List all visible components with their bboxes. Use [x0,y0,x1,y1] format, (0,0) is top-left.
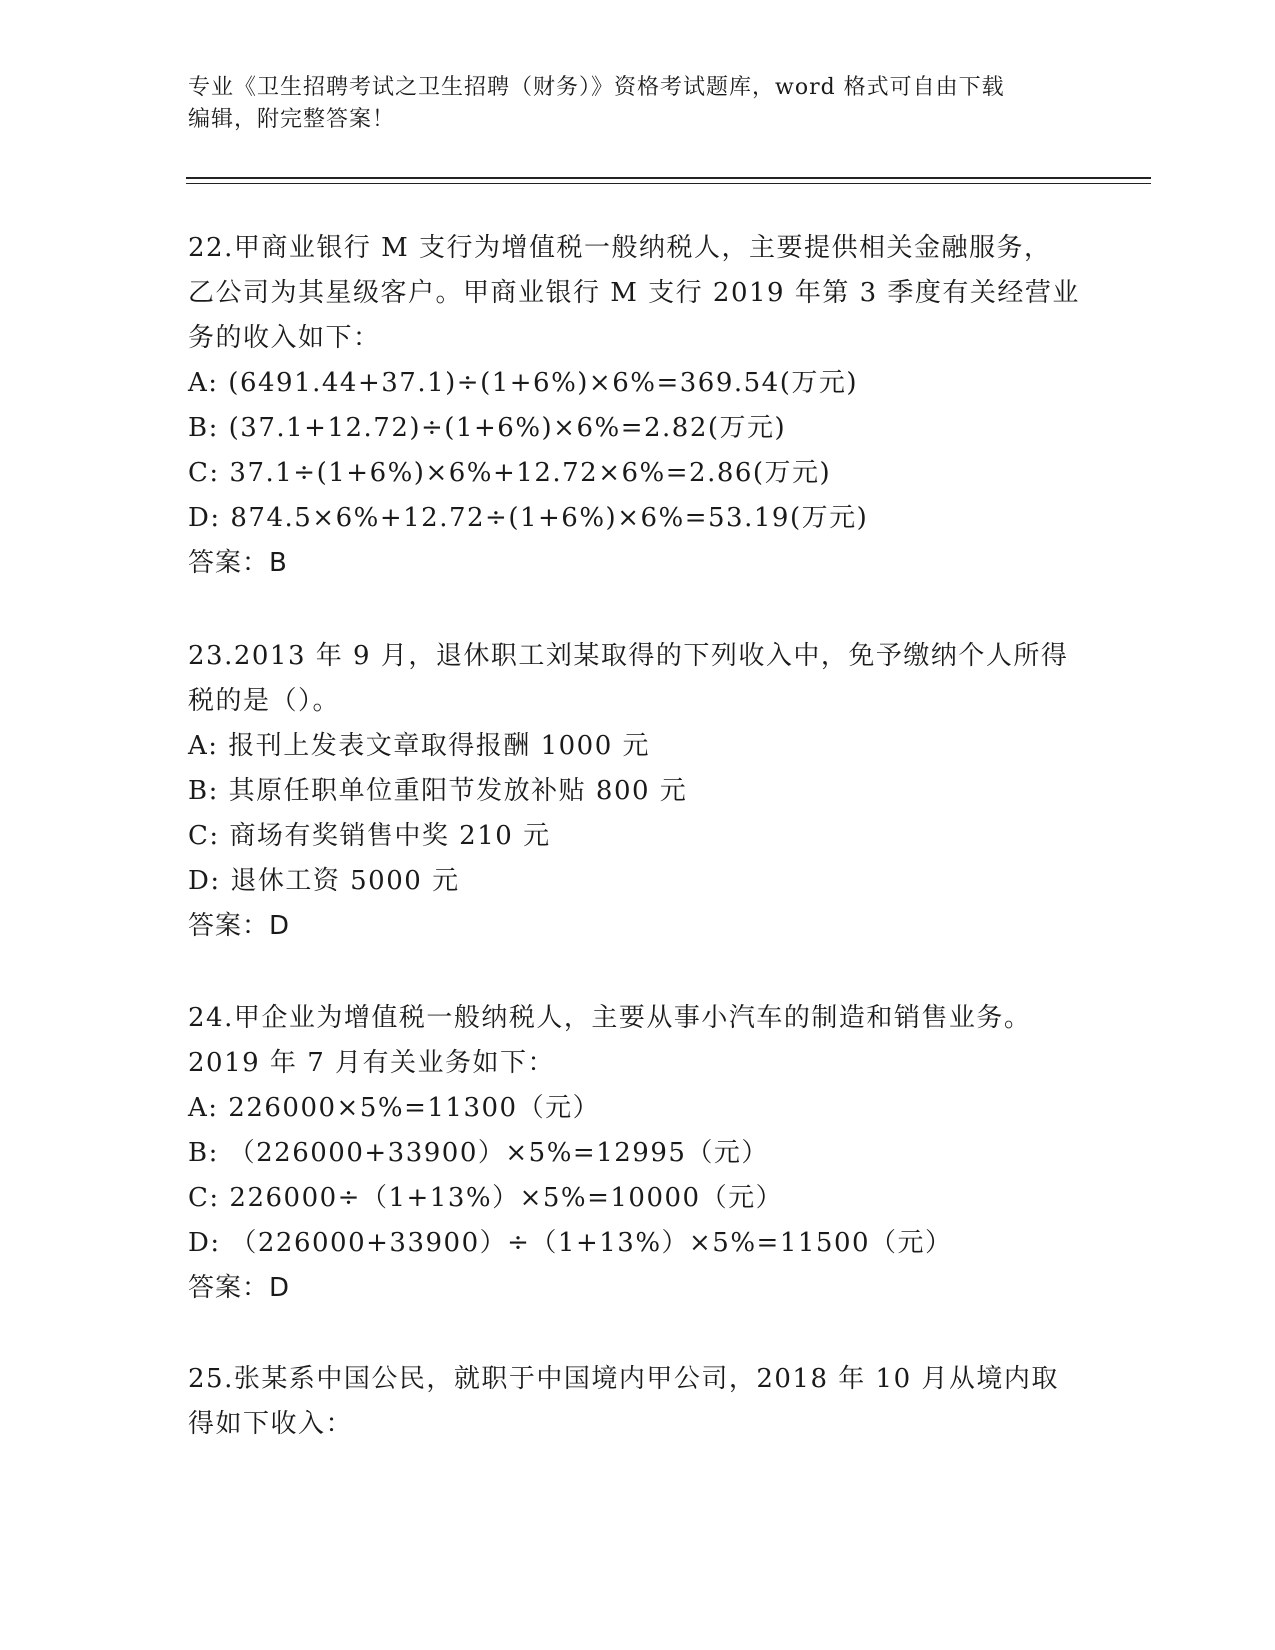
header-line-1: 专业《卫生招聘考试之卫生招聘（财务）》资格考试题库，word 格式可自由下载 [188,75,1005,100]
question-stem-line: 乙公司为其星级客户。甲商业银行 M 支行 2019 年第 3 季度有关经营业 [188,278,1080,308]
option-b: B: 其原任职单位重阳节发放补贴 800 元 [188,776,688,806]
question-stem-line: 2019 年 7 月有关业务如下： [188,1048,556,1078]
option-a: A: (6491.44+37.1)÷(1+6%)×6%=369.54(万元) [188,368,859,398]
question-25 [188,1357,1088,1447]
header-divider-thick [186,177,1151,179]
question-stem-line: 税的是（）。 [188,686,341,716]
header-line-2: 编辑，附完整答案！ [188,107,396,132]
header-divider-thin [186,183,1151,184]
answer-label: 答案：D [188,911,291,941]
question-stem-line: 23.2013 年 9 月，退休职工刘某取得的下列收入中，免予缴纳个人所得 [188,641,1069,671]
question-23 [188,634,1088,949]
question-stem-line: 24.甲企业为增值税一般纳税人，主要从事小汽车的制造和销售业务。 [188,1003,1032,1033]
option-d: D: 退休工资 5000 元 [188,866,460,896]
document-header [188,72,1088,136]
question-stem-line: 22.甲商业银行 M 支行为增值税一般纳税人，主要提供相关金融服务， [188,233,1052,263]
question-22 [188,226,1088,586]
option-d: D: （226000+33900）÷（1+13%）×5%=11500（元） [188,1228,953,1258]
question-stem-line: 务的收入如下： [188,323,381,353]
option-d: D: 874.5×6%+12.72÷(1+6%)×6%=53.19(万元) [188,503,869,533]
answer-label: 答案：D [188,1273,291,1303]
question-24 [188,996,1088,1311]
option-c: C: 37.1÷(1+6%)×6%+12.72×6%=2.86(万元) [188,458,832,488]
question-stem-line: 25.张某系中国公民，就职于中国境内甲公司，2018 年 10 月从境内取 [188,1364,1059,1394]
option-a: A: 226000×5%=11300（元） [188,1093,601,1123]
option-c: C: 226000÷（1+13%）×5%=10000（元） [188,1183,784,1213]
question-stem-line: 得如下收入： [188,1409,354,1439]
option-a: A: 报刊上发表文章取得报酬 1000 元 [188,731,650,761]
answer-label: 答案：B [188,548,288,578]
option-c: C: 商场有奖销售中奖 210 元 [188,821,551,851]
option-b: B: （226000+33900）×5%=12995（元） [188,1138,769,1168]
option-b: B: (37.1+12.72)÷(1+6%)×6%=2.82(万元) [188,413,787,443]
